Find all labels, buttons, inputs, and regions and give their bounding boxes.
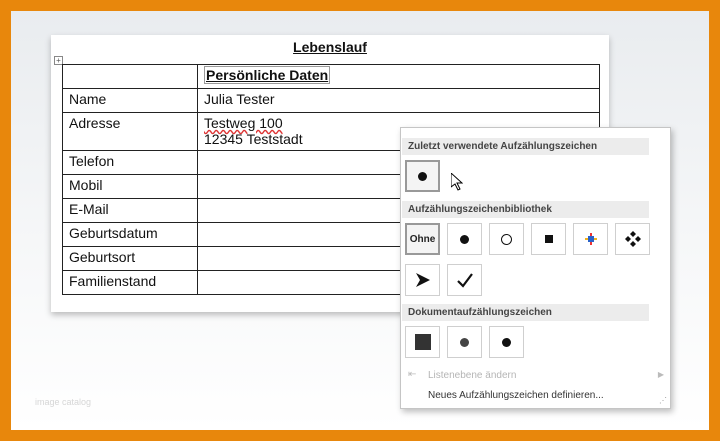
define-new-bullet-item[interactable]: Neues Aufzählungszeichen definieren... — [428, 390, 604, 401]
bullet-checkmark-button[interactable] — [447, 264, 482, 296]
recent-bullets-header: Zuletzt verwendete Aufzählungszeichen — [402, 138, 649, 155]
colored-star-bullet-icon — [584, 232, 598, 246]
bullet-library-dropdown — [400, 127, 671, 409]
filled-circle-bullet-icon — [460, 235, 469, 244]
bullet-filled-circle-button[interactable] — [447, 223, 482, 255]
table-cell[interactable] — [198, 65, 600, 89]
table-row — [63, 89, 600, 113]
filled-circle-bullet-icon — [418, 172, 427, 181]
row-label[interactable]: Geburtsort — [63, 247, 198, 271]
change-list-level-item[interactable]: Listenebene ändern — [428, 370, 517, 381]
mouse-pointer-icon — [451, 173, 463, 191]
table-row — [63, 65, 600, 89]
bullet-none-button[interactable] — [405, 223, 440, 255]
four-diamond-bullet-icon — [624, 230, 642, 248]
row-label[interactable]: Telefon — [63, 151, 198, 175]
table-move-handle-icon[interactable]: + — [54, 56, 63, 65]
small-circle-bullet-icon — [460, 338, 469, 347]
document-title: Lebenslauf — [293, 39, 367, 55]
screenshot-frame — [11, 11, 709, 430]
table-cell[interactable] — [63, 65, 198, 89]
row-label[interactable]: Geburtsdatum — [63, 223, 198, 247]
none-label: Ohne — [409, 233, 436, 245]
header-text: Persönliche Daten — [206, 67, 329, 83]
bullet-four-diamond-button[interactable] — [615, 223, 650, 255]
row-label[interactable]: Name — [63, 89, 198, 113]
doc-bullet-filled-circle-button[interactable] — [489, 326, 524, 358]
bullet-square-button[interactable] — [531, 223, 566, 255]
submenu-arrow-icon: ▶ — [657, 370, 664, 379]
watermark-text: image catalog — [35, 397, 92, 407]
recent-filled-circle-bullet[interactable] — [405, 160, 440, 192]
address-line-1: Testweg 100 — [204, 115, 283, 131]
row-label[interactable]: E-Mail — [63, 199, 198, 223]
row-value[interactable]: Julia Tester — [198, 89, 600, 113]
library-header: Aufzählungszeichenbibliothek — [402, 201, 649, 218]
bullet-arrowhead-button[interactable] — [405, 264, 440, 296]
large-square-bullet-icon — [415, 334, 431, 350]
row-label[interactable]: Adresse — [63, 113, 198, 151]
hollow-circle-bullet-icon — [501, 234, 512, 245]
filled-circle-bullet-icon — [502, 338, 511, 347]
row-label[interactable]: Mobil — [63, 175, 198, 199]
row-label[interactable]: Familienstand — [63, 271, 198, 295]
arrowhead-bullet-icon — [415, 272, 431, 288]
doc-bullet-small-circle-button[interactable] — [447, 326, 482, 358]
checkmark-bullet-icon — [456, 272, 474, 288]
bullet-hollow-circle-button[interactable] — [489, 223, 524, 255]
resize-grip-icon[interactable]: ⋰ — [659, 396, 667, 405]
document-bullets-header: Dokumentaufzählungszeichen — [402, 304, 649, 321]
indent-list-icon: ⇤ — [408, 369, 417, 380]
bullet-colored-star-button[interactable] — [573, 223, 608, 255]
square-bullet-icon — [545, 235, 553, 243]
address-line-2: 12345 Teststadt — [204, 131, 303, 147]
doc-bullet-large-square-button[interactable] — [405, 326, 440, 358]
